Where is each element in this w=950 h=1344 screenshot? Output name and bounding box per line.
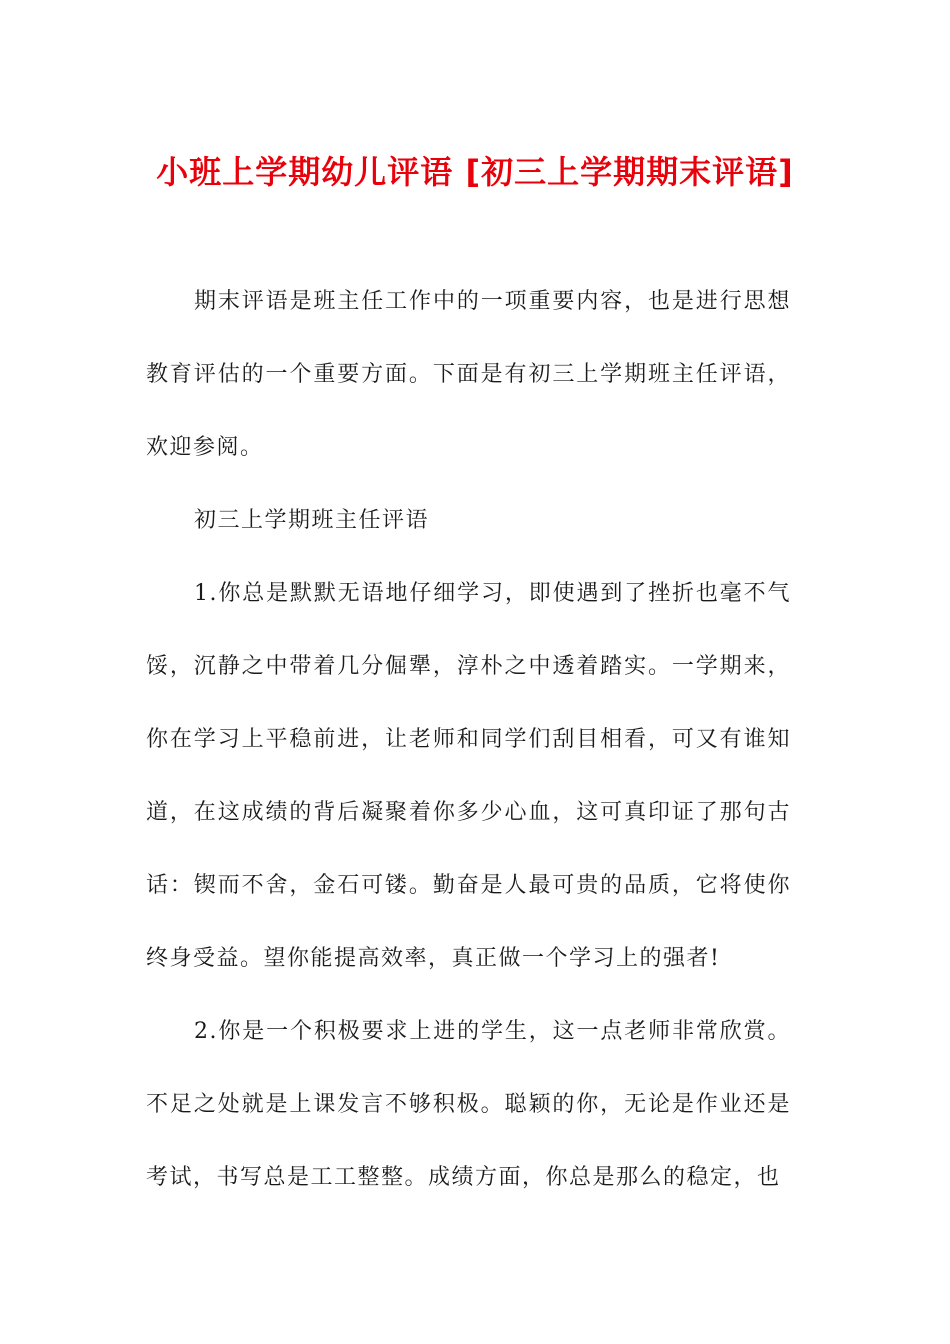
- paragraph-comment-1: 1.你总是默默无语地仔细学习，即使遇到了挫折也毫不气馁，沉静之中带着几分倔犟，淳朴之中透着踏实。一学期来，你在学习上平稳前进，让老师和同学们刮目相看，可又有谁知道，在这成绩的背后凝聚着你多少心血，这可真印证了那句古话：锲而不舍，金石可镂。勤奋是人最可贵的品质，它将使你终身受益。望你能提高效率，真正做一个学习上的强者!: [146, 581, 791, 971]
- paragraph-intro: 期末评语是班主任工作中的一项重要内容，也是进行思想教育评估的一个重要方面。下面是有初三上学期班主任评语，欢迎参阅。: [146, 289, 791, 460]
- document-body: [146, 265, 791, 1214]
- section-heading: 初三上学期班主任评语: [194, 508, 430, 533]
- document-title: 小班上学期幼儿评语 [初三上学期期末评语]: [156, 153, 794, 191]
- paragraph-comment-2: 2.你是一个积极要求上进的学生，这一点老师非常欣赏。不足之处就是上课发言不够积极。聪颖的你，无论是作业还是考试，书写总是工工整整。成绩方面，你总是那么的稳定，也: [146, 1019, 791, 1190]
